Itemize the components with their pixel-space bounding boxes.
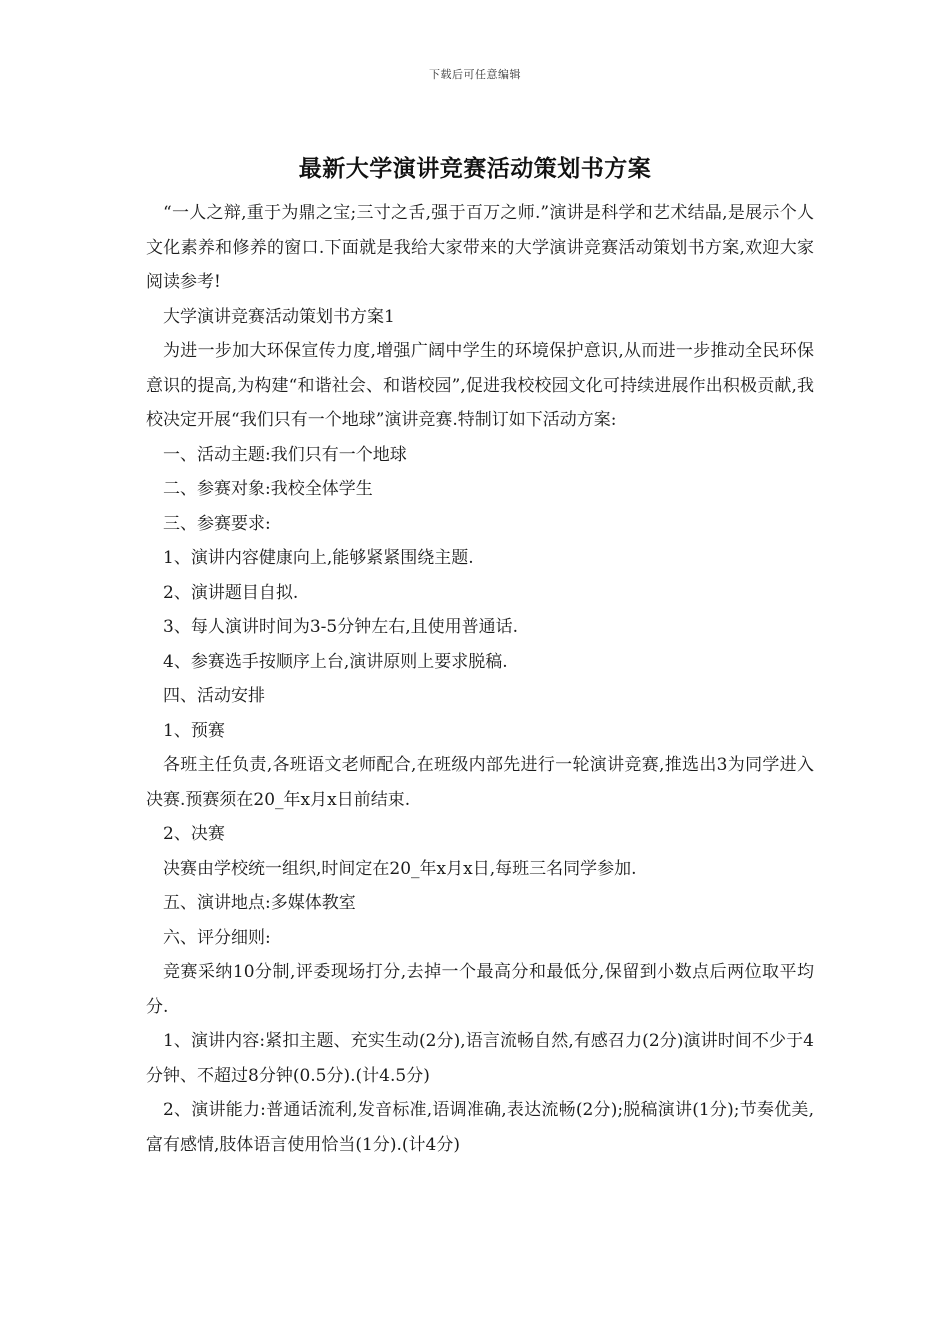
list-item: 五、演讲地点:多媒体教室 xyxy=(163,893,356,913)
intro-paragraph: “一人之辩,重于为鼎之宝;三寸之舌,强于百万之师.”演讲是科学和艺术结晶,是展示个人文化素养和修养的窗口.下面就是我给大家带来的大学演讲竞赛活动策划书方案,欢迎大家阅读参考! xyxy=(146,203,814,292)
document-body xyxy=(146,196,814,1162)
section-heading: 大学演讲竞赛活动策划书方案1 xyxy=(163,306,395,327)
list-item: 2、演讲题目自拟. xyxy=(163,582,299,603)
paragraph: 竞赛采纳10分制,评委现场打分,去掉一个最高分和最低分,保留到小数点后两位取平均分. xyxy=(146,962,814,1017)
list-item: 1、演讲内容健康向上,能够紧紧围绕主题. xyxy=(163,548,474,568)
list-item: 六、评分细则: xyxy=(163,927,271,948)
list-item: 二、参赛对象:我校全体学生 xyxy=(163,479,373,499)
list-item: 3、每人演讲时间为3-5分钟左右,且使用普通话. xyxy=(163,617,518,637)
list-item: 三、参赛要求: xyxy=(163,513,271,534)
list-item: 一、活动主题:我们只有一个地球 xyxy=(163,444,407,465)
paragraph: 各班主任负责,各班语文老师配合,在班级内部先进行一轮演讲竞赛,推选出3为同学进入决赛.预赛须在20_年x月x日前结束. xyxy=(146,755,814,810)
paragraph: 2、演讲能力:普通话流利,发音标准,语调准确,表达流畅(2分);脱稿演讲(1分);节奏优美,富有感情,肢体语言使用恰当(1分).(计4分) xyxy=(146,1100,814,1155)
list-item: 2、决赛 xyxy=(163,824,225,844)
paragraph: 1、演讲内容:紧扣主题、充实生动(2分),语言流畅自然,有感召力(2分)演讲时间不少于4分钟、不超过8分钟(0.5分).(计4.5分) xyxy=(146,1031,814,1086)
list-item: 4、参赛选手按顺序上台,演讲原则上要求脱稿. xyxy=(163,651,508,672)
document-title: 最新大学演讲竞赛活动策划书方案 xyxy=(298,155,652,182)
paragraph: 决赛由学校统一组织,时间定在20_年x月x日,每班三名同学参加. xyxy=(163,858,637,879)
list-item: 1、预赛 xyxy=(163,720,225,741)
list-item: 四、活动安排 xyxy=(163,686,265,706)
paragraph: 为进一步加大环保宣传力度,增强广阔中学生的环境保护意识,从而进一步推动全民环保意识的提高,为构建“和谐社会、和谐校园”,促进我校校园文化可持续进展作出积极贡献,我校决定开展“我们只有一个地球”演讲竞赛.特制订如下活动方案: xyxy=(146,341,814,430)
page-header-note: 下载后可任意编辑 xyxy=(429,68,521,81)
